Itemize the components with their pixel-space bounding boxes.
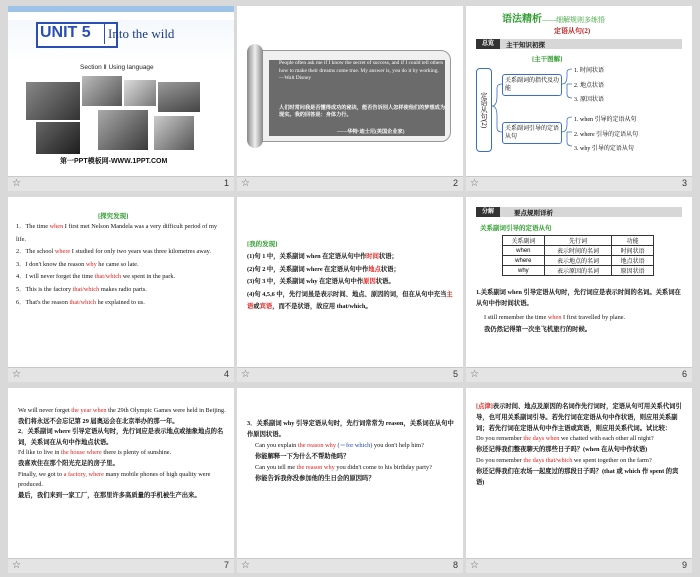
discovery-list [247,251,455,314]
slide-thumbnail-4[interactable] [8,197,234,382]
slide-number: 8 [452,560,458,570]
slide-thumbnail-7[interactable] [8,388,234,573]
table-row [503,266,654,276]
slide-number: 1 [223,178,229,188]
star-icon[interactable]: ☆ [470,369,479,380]
tree-branch-2: 关系副词引导的定语从句 [502,122,562,144]
tree-leaves-1 [574,64,604,108]
topic-title: 定语从句(2) [554,27,591,35]
star-icon[interactable]: ☆ [241,369,250,380]
table-cell: where [503,256,545,266]
list-item: 5．This is the factory that/which makes radio parts. [16,285,147,293]
list-item: 1．The time when I first met Nelson Mandela was a very difficult period of my life. [16,223,218,243]
star-icon[interactable]: ☆ [241,560,250,571]
quote-author: —Walt Disney [279,75,312,82]
thumbnail-bar [8,367,234,382]
note-label: [点津] [476,403,493,410]
example-translation: 我们将永远不会忘记第 29 届奥运会在北京举办的那一年。 [18,417,179,425]
table-cell: why [503,266,545,276]
thumbnail-bar [237,176,463,191]
thumbnail-bar [466,558,692,573]
relative-adverb-table [502,235,654,276]
detail-text: 要点规则详析 [514,210,553,217]
list-item: (2)句 2 中，关系副词 where 在定语从句中作地点状语； [247,265,400,273]
table-cell: 表示时间的名词 [544,246,612,256]
table-header: 先行词 [544,236,612,246]
table-header: 功能 [612,236,654,246]
list-item: 2．The school where I studied for only two years was three kilometres away. [16,248,211,256]
example-sentence: I still remember the time when I first travelled by plane. [484,314,626,321]
example-translation: 你还记得我们整夜聊天的那些日子吗？(when 在从句中作状语) [476,446,648,454]
slide-thumbnail-3[interactable] [466,6,692,191]
explore-label: [探究发现] [98,213,129,220]
table-cell: 表示原因的名词 [544,266,612,276]
example-sentence: Do you remember the days when we chatted with each other all night? [476,435,654,443]
table-cell: 时间状语 [612,246,654,256]
slide-8-body [247,418,455,484]
slide-thumbnail-6[interactable] [466,197,692,382]
slide-number: 5 [452,369,458,379]
slide-7-body [18,406,226,501]
tree-leaf: 2. where 引导的定语从句 [574,131,639,138]
unit-title: Into the wild [108,26,175,41]
star-icon[interactable]: ☆ [12,369,21,380]
example-sentence: I'd like to live in the house where there is plenty of sunshine. [18,449,172,457]
table-header-row [503,236,654,246]
quote-translation: 人们时常问我是否懂得成功的秘诀，能否告诉别人怎样使他们的梦想成为现实。我的回答是：身体力行。 [279,105,446,119]
slide-number: 4 [223,369,229,379]
overview-text: 主干知识初探 [506,42,545,49]
star-icon[interactable]: ☆ [241,178,250,189]
list-item: (3)句 3 中，关系副词 why 在定语从句中作原因状语。 [247,278,395,286]
discovery-label: [我的发现] [247,241,278,248]
list-item: (1)句 1 中，关系副词 when 在定语从句中作时间状语； [247,253,398,260]
slide-number: 2 [452,178,458,188]
tree-leaf: 2. 地点状语 [574,82,605,89]
example-sentence: Do you remember the days that/which we spent together on the farm? [476,456,652,464]
table-cell: 表示地点的名词 [544,256,612,266]
photo-6 [98,110,148,150]
grammar-heading: 语法精析 [502,14,542,25]
table-row [503,256,654,266]
table-cell: 原因状语 [612,266,654,276]
slide-thumbnail-1[interactable] [8,6,234,191]
thumbnail-bar [237,558,463,573]
tree-label: [主干图解] [532,56,563,63]
slide-number: 9 [681,560,687,570]
tree-leaf: 1. when 引导的定语从句 [574,117,637,123]
tree-leaf: 3. why 引导的定语从句 [574,146,634,152]
photo-2 [82,76,122,106]
tree-leaves-2 [574,113,638,157]
example-translation: 我喜欢住在那个阳光充足的房子里。 [18,459,119,467]
photo-7 [154,116,194,150]
tree-branch-1: 关系副词的指代及功能 [502,74,562,96]
tree-root: 定语从句(2) [476,68,492,152]
example-sentence: We will never forget the year when the 29th Olympic Games were held in Beijing. [18,407,226,414]
table-cell: when [503,246,545,256]
list-item: 4．I will never forget the time that/which we spent in the park. [16,273,176,281]
photo-3 [124,80,156,106]
note: [点津]表示时间、地点及原因的名词作先行词时，定语从句可用关系代词引导，也可用关系副词引导。若先行词在定语从句中作状语，则应用关系副词；若先行词在定语从句中作主语或宾语，则应用关系代词。试比较： [476,403,682,432]
thumbnail-bar [8,176,234,191]
example-translation: 最后，我们来到一家工厂，在那里许多高质量的手机被生产出来。 [18,491,201,499]
rule-3: 3．关系副词 why 引导定语从句时，先行词常常为 reason，关系词在从句中作原因状语。 [247,420,454,438]
tree-leaf: 3. 原因状语 [574,97,605,103]
thumbnail-bar [237,367,463,382]
star-icon[interactable]: ☆ [470,560,479,571]
overview-tag: 总览 [476,39,500,49]
rule-2: 2．关系副词 where 引导定语从句时，先行词应是表示地点或抽象地点的名词，关系词在从句中作地点状语。 [18,428,224,446]
photo-1 [26,82,80,120]
example-translation: 你还记得我们在农场一起度过的那段日子吗？(that 或 which 作 spent 的宾语) [476,467,679,486]
list-item: (4)句 4,5,6 中，先行词虽是表示时间、地点、原因的词，但在从句中充当主语或宾语，而不是状语，故应用 that/which。 [247,290,453,311]
list-item: 3．I don't know the reason why he came so late. [16,260,139,268]
star-icon[interactable]: ☆ [12,178,21,189]
unit-label: UNIT 5 [40,24,91,41]
photo-5 [36,122,80,154]
subtitle: 关系副词引导的定语从句 [480,225,552,232]
slide-thumbnail-2[interactable] [237,6,463,191]
slide-number: 6 [681,369,687,379]
slide-number: 7 [223,560,229,570]
example-sentence: Can you tell me the reason why you didn't come to his birthday party? [255,464,432,471]
photo-4 [158,82,200,112]
example-sentence: Can you explain the reason why (＝for which) you don't help him? [255,442,424,449]
slide-thumbnail-9[interactable] [466,388,692,573]
example-translation: 你能告诉我你没参加他的生日会的原因吗？ [255,475,375,482]
example-translation: 我仍然记得第一次坐飞机旅行的时候。 [484,326,592,333]
tree-leaf: 1. 时间状语 [574,68,605,74]
list-item: 6．That's the reason that/which he explained to us. [16,298,145,306]
rule-1: 1.关系副词 when 引导定语从句时，先行词应是表示时间的名词。关系词在从句中作时间状语。 [476,289,681,307]
star-icon[interactable]: ☆ [12,560,21,571]
table-cell: 地点状语 [612,256,654,266]
slide-number: 3 [681,178,687,188]
thumbnail-bar [466,367,692,382]
thumbnail-bar [8,558,234,573]
example-translation: 你能解释一下为什么不帮助他吗？ [255,453,350,460]
grammar-subheading: ——细解规则多练悟 [542,16,605,24]
detail-tag: 分解 [476,207,500,217]
table-header: 关系副词 [503,236,545,246]
section-label: Section Ⅱ Using language [80,64,154,71]
quote-text: People often ask me if I know the secret of success, and if I could tell others how to make their dreams come true. My answer is, you do it by working. [279,60,444,74]
scroll-roll-left [247,44,263,148]
table-row [503,246,654,256]
example-list [16,221,228,309]
thumbnail-bar [466,176,692,191]
watermark: 第一PPT模板网-WWW.1PPT.COM [60,158,168,165]
quote-translation-author: ——华特·迪士尼(美国企业家) [337,129,405,135]
slide-thumbnail-8[interactable] [237,388,463,573]
slide-thumbnail-5[interactable] [237,197,463,382]
slide-9-body [476,402,684,488]
star-icon[interactable]: ☆ [470,178,479,189]
example-sentence: Finally, we got to a factory, where many mobile phones of high quality were produced. [18,470,211,489]
